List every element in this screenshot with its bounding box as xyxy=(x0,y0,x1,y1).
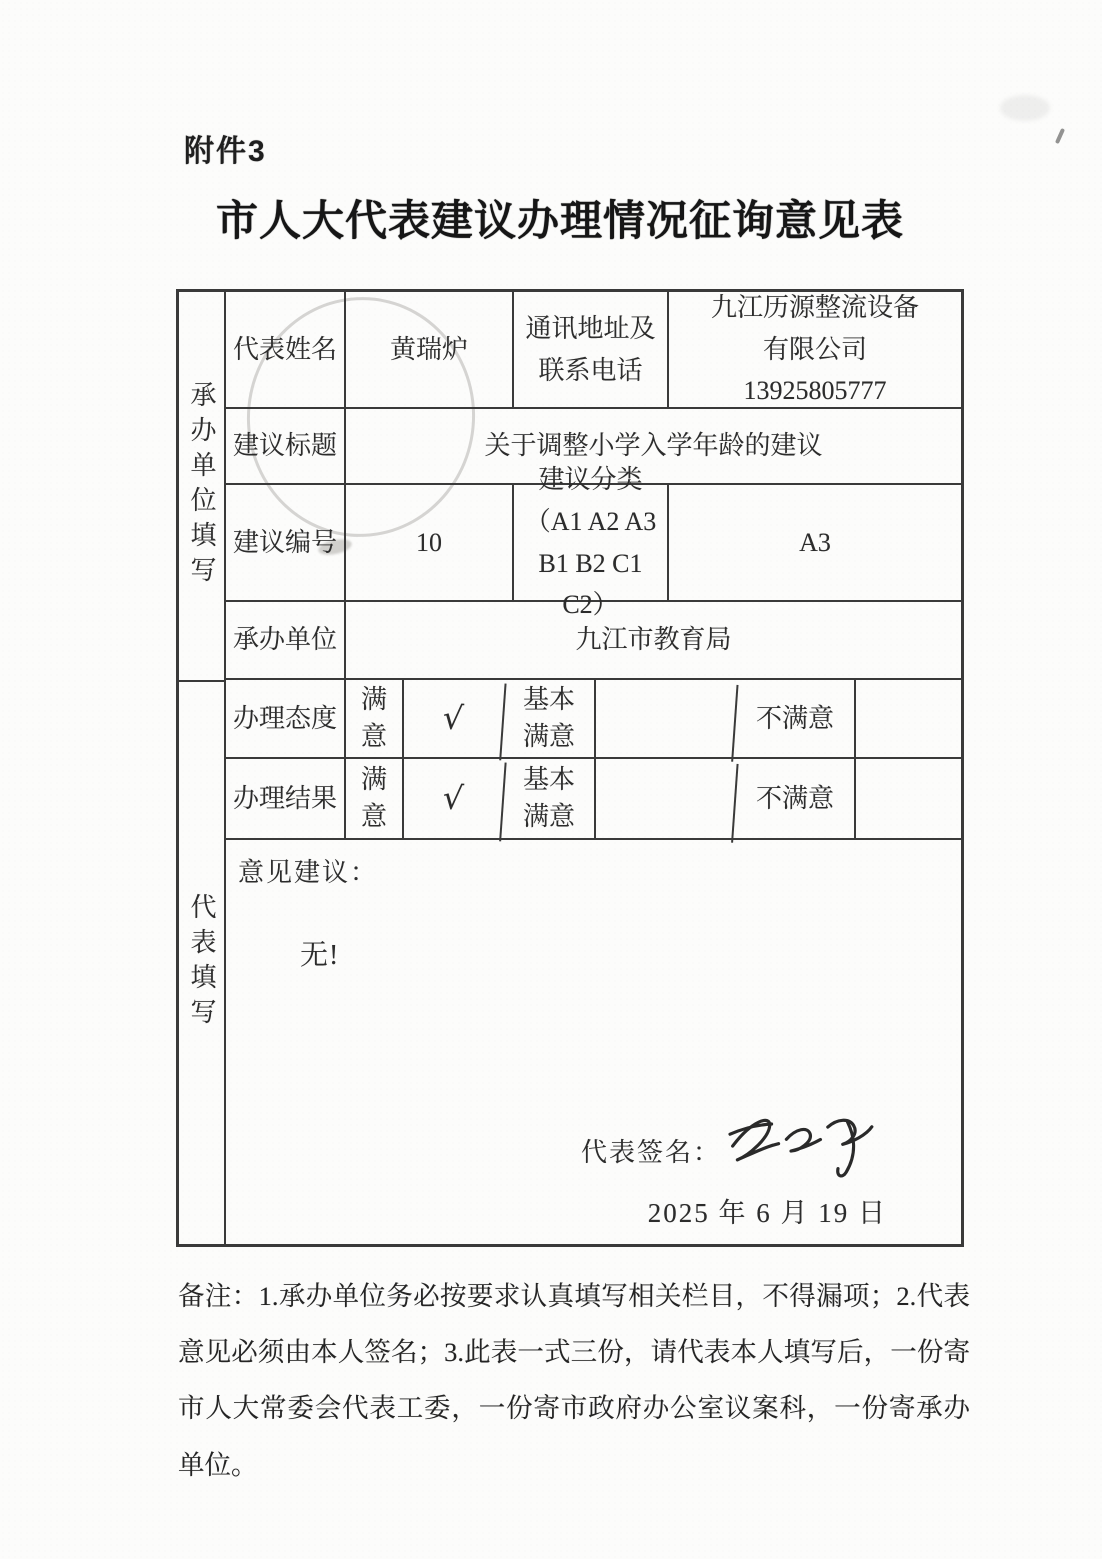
handling-unit-label: 承办单位 xyxy=(226,602,346,678)
attitude-option-basically xyxy=(504,680,596,757)
result-satisfied-checkbox: √ xyxy=(401,756,506,842)
contact-label-line1: 通讯地址及 xyxy=(525,313,656,343)
contact-label xyxy=(514,292,669,407)
category-label-line3: B1 B2 C1 C2） xyxy=(538,548,643,620)
row-representative-name xyxy=(226,292,961,409)
scan-smudge xyxy=(1000,95,1050,121)
result-satisfied-text: 满意 xyxy=(360,765,387,831)
suggestion-number-label: 建议编号 xyxy=(226,485,346,600)
date: 2025 年 6 月 19 日 xyxy=(647,1198,887,1228)
row-handling-unit xyxy=(226,602,961,680)
attitude-label: 办理态度 xyxy=(226,680,346,757)
result-basically-checkbox xyxy=(593,754,738,843)
attitude-option-satisfied xyxy=(346,680,404,757)
attitude-unsatisfied-checkbox xyxy=(853,676,963,760)
suggestion-title-label: 建议标题 xyxy=(226,409,346,483)
name-label: 代表姓名 xyxy=(226,292,346,407)
attitude-option-unsatisfied: 不满意 xyxy=(736,680,856,757)
handling-unit-value: 九江市教育局 xyxy=(575,625,732,655)
section-handling-unit xyxy=(179,292,224,682)
result-option-unsatisfied: 不满意 xyxy=(736,759,856,838)
row-suggestion-number xyxy=(226,465,961,620)
attitude-basically-checkbox xyxy=(593,675,738,762)
opinion-content: 无! xyxy=(300,940,340,971)
section-representative-label: 代表填写 xyxy=(187,893,216,1033)
name-value: 黄瑞炉 xyxy=(346,292,514,407)
side-column xyxy=(179,292,226,1244)
signature-label: 代表签名： xyxy=(580,1137,721,1167)
table-rows xyxy=(226,292,961,1244)
suggestion-number-value: 10 xyxy=(346,485,514,600)
result-option-basically xyxy=(504,759,596,838)
contact-label-line2: 联系电话 xyxy=(538,355,643,385)
signature-row xyxy=(581,1111,895,1189)
pen-mark xyxy=(1055,128,1065,144)
result-unsatisfied-checkbox xyxy=(853,755,963,841)
signature-handwriting xyxy=(725,1103,897,1197)
opinion-label: 意见建议： xyxy=(238,858,379,887)
attitude-basically-text: 基本满意 xyxy=(522,685,575,751)
contact-value xyxy=(669,292,961,407)
category-label-line2: （A1 A2 A3 xyxy=(524,506,657,536)
attachment-label: 附件3 xyxy=(184,135,267,168)
result-label: 办理结果 xyxy=(226,759,346,838)
category-label-line1: 建议分类 xyxy=(538,465,643,495)
opinion-cell xyxy=(226,840,961,1244)
row-handling-attitude xyxy=(226,680,961,759)
contact-phone: 13925805777 xyxy=(743,376,887,406)
result-option-satisfied xyxy=(346,759,404,838)
category-label xyxy=(514,465,669,620)
page-title: 市人大代表建议办理情况征询意见表 xyxy=(215,197,904,244)
suggestion-title-value: 关于调整小学入学年龄的建议 xyxy=(484,431,823,461)
section-handling-unit-label: 承办单位填写 xyxy=(187,381,216,591)
row-handling-result xyxy=(226,759,961,840)
contact-company-line1: 九江历源整流设备 xyxy=(710,293,919,323)
attitude-satisfied-text: 满意 xyxy=(360,685,387,751)
category-value: A3 xyxy=(799,527,831,557)
contact-company-line2: 有限公司 xyxy=(762,334,867,364)
footer-note: 备注：1.承办单位务必按要求认真填写相关栏目，不得漏项；2.代表意见必须由本人签名；3.此表一式三份，请代表本人填写后，一份寄市人大常委会代表工委，一份寄市政府办公室议案科，一份寄承办单位。 xyxy=(178,1281,970,1480)
form-table xyxy=(176,289,964,1247)
result-basically-text: 基本满意 xyxy=(522,765,575,831)
attitude-satisfied-checkbox: √ xyxy=(401,677,506,761)
row-opinion xyxy=(226,840,961,1244)
section-representative xyxy=(179,682,224,1244)
